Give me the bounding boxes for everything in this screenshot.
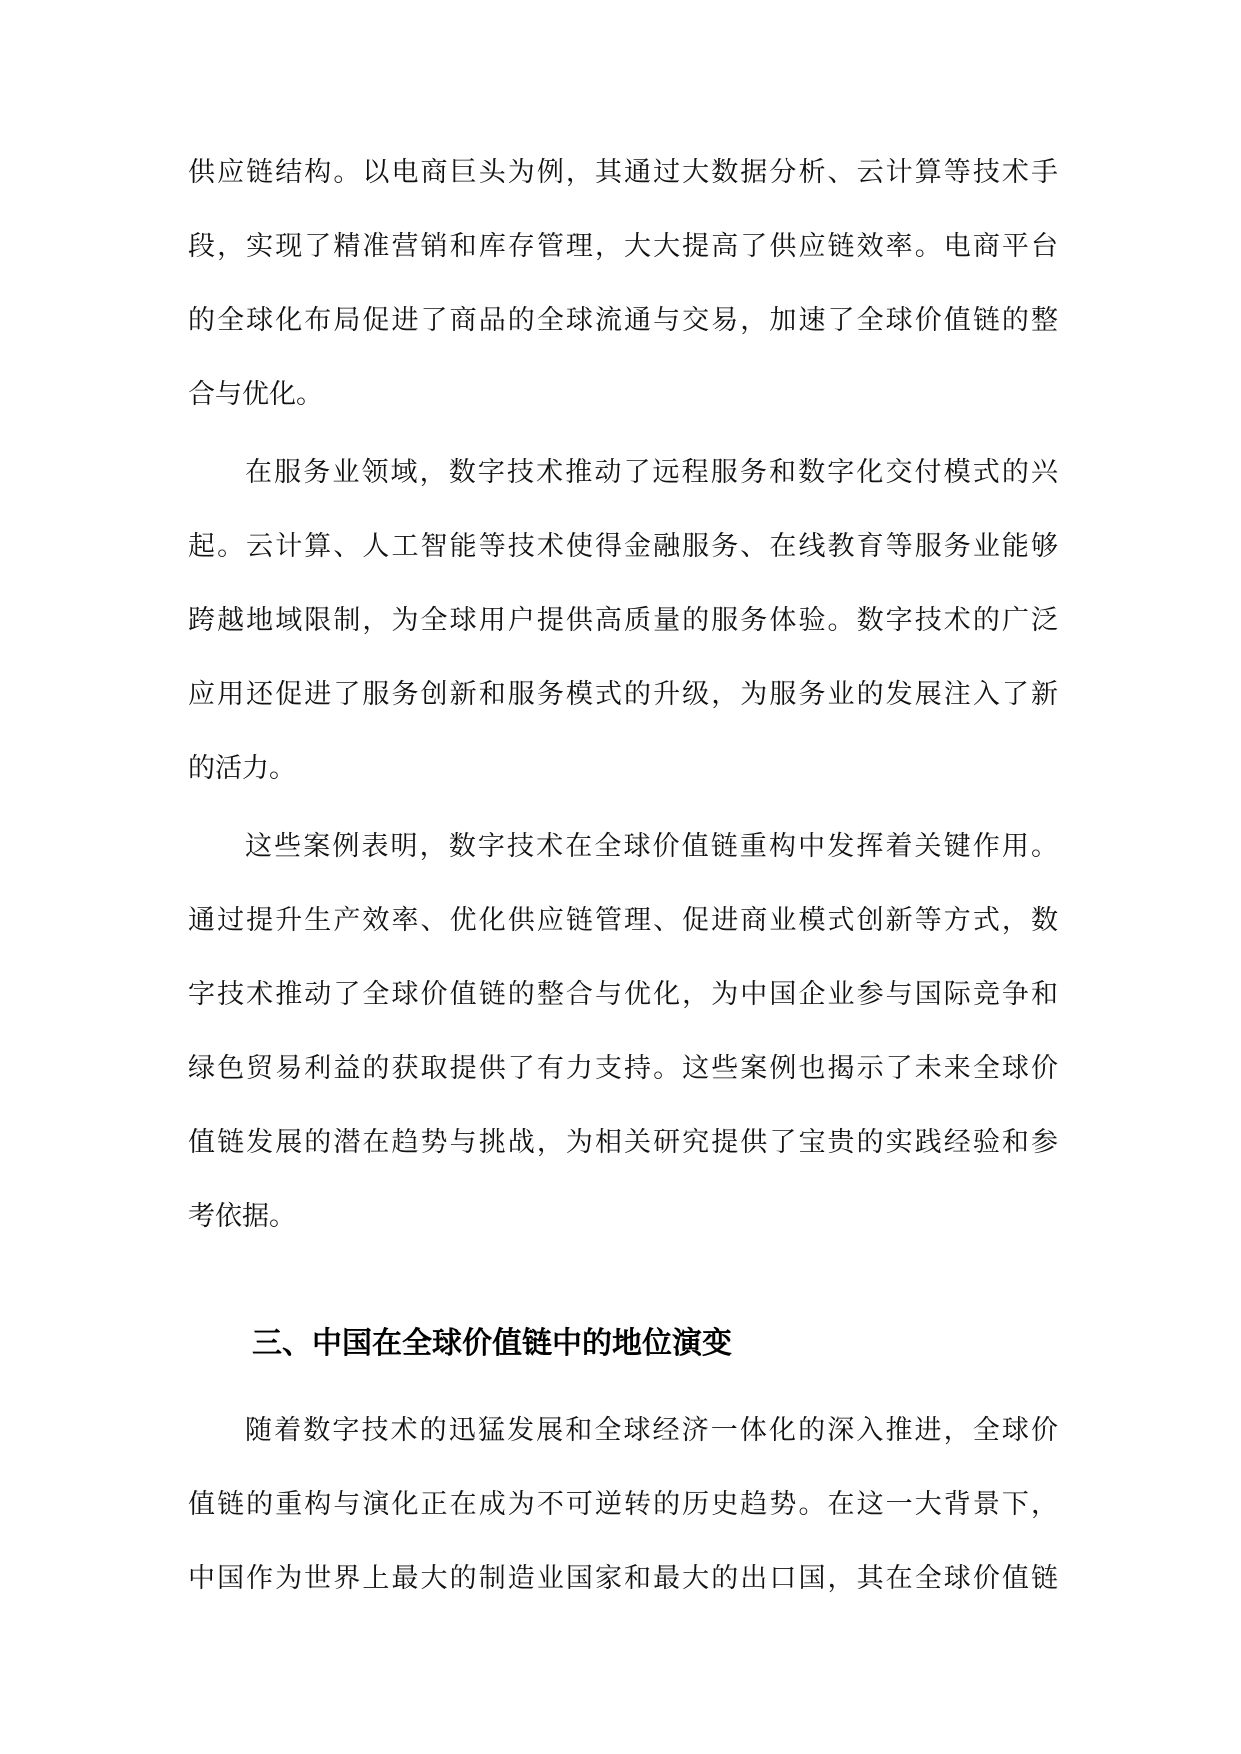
paragraph-3-line-3: 字技术推动了全球价值链的整合与优化，为中国企业参与国际竞争和	[188, 979, 1058, 1010]
paragraph-3-line-4: 绿色贸易利益的获取提供了有力支持。这些案例也揭示了未来全球价	[188, 1053, 1058, 1084]
paragraph-2-line-3: 跨越地域限制，为全球用户提供高质量的服务体验。数字技术的广泛	[188, 605, 1058, 636]
paragraph-1-line-3: 的全球化布局促进了商品的全球流通与交易，加速了全球价值链的整	[188, 305, 1058, 336]
paragraph-1-line-4: 合与优化。	[188, 379, 323, 410]
paragraph-3-line-6: 考依据。	[188, 1201, 296, 1232]
paragraph-4-line-2: 值链的重构与演化正在成为不可逆转的历史趋势。在这一大背景下，	[188, 1489, 1058, 1520]
paragraph-2-line-4: 应用还促进了服务创新和服务模式的升级，为服务业的发展注入了新	[188, 679, 1058, 710]
paragraph-2-line-1: 在服务业领域，数字技术推动了远程服务和数字化交付模式的兴	[245, 457, 1058, 488]
paragraph-3-line-5: 值链发展的潜在趋势与挑战，为相关研究提供了宝贵的实践经验和参	[188, 1127, 1058, 1158]
paragraph-4-line-1: 随着数字技术的迅猛发展和全球经济一体化的深入推进，全球价	[245, 1415, 1058, 1446]
paragraph-3-line-1: 这些案例表明，数字技术在全球价值链重构中发挥着关键作用。	[245, 831, 1058, 862]
paragraph-1-line-2: 段，实现了精准营销和库存管理，大大提高了供应链效率。电商平台	[188, 231, 1058, 262]
paragraph-1-line-1: 供应链结构。以电商巨头为例，其通过大数据分析、云计算等技术手	[188, 157, 1058, 188]
paragraph-2-line-5: 的活力。	[188, 753, 296, 784]
paragraph-4-line-3: 中国作为世界上最大的制造业国家和最大的出口国，其在全球价值链	[188, 1563, 1058, 1594]
paragraph-3-line-2: 通过提升生产效率、优化供应链管理、促进商业模式创新等方式，数	[188, 905, 1058, 936]
paragraph-2-line-2: 起。云计算、人工智能等技术使得金融服务、在线教育等服务业能够	[188, 531, 1058, 562]
section-heading: 三、中国在全球价值链中的地位演变	[252, 1326, 732, 1361]
